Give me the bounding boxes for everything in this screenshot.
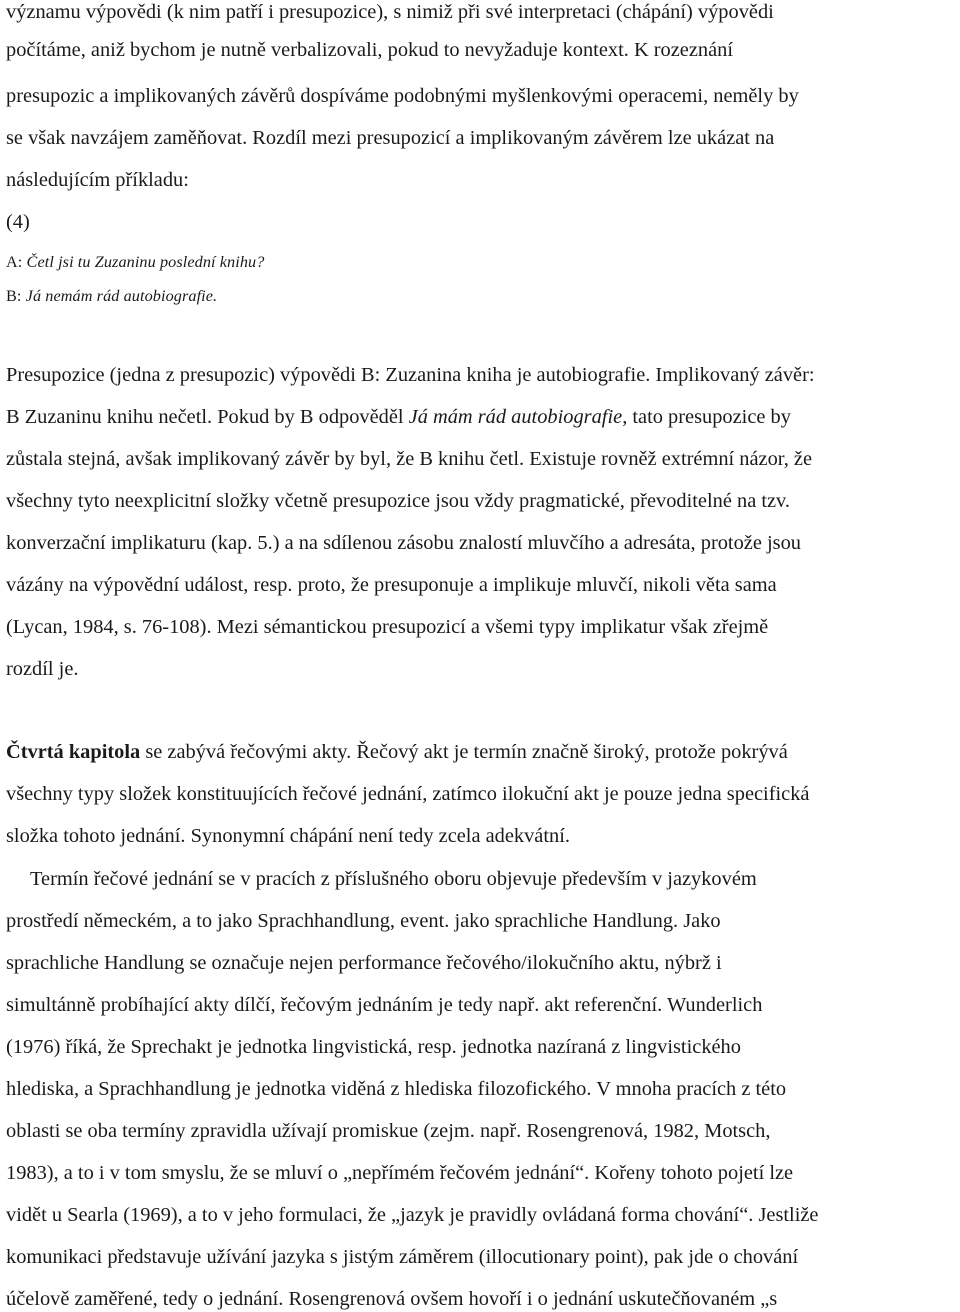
- paragraph-4-line: sprachliche Handlung se označuje nejen performance řečového/ilokučního aktu, nýbrž i: [6, 952, 722, 974]
- paragraph-2-text: , tato presupozice by: [622, 406, 791, 428]
- paragraph-2-line: zůstala stejná, avšak implikovaný závěr by byl, že B knihu četl. Existuje rovněž extrémní názor, že: [6, 448, 813, 470]
- paragraph-2-line: rozdíl je.: [6, 658, 79, 680]
- example-number: (4): [6, 211, 30, 233]
- paragraph-3-text: se zabývá řečovými akty. Řečový akt je termín značně široký, protože pokrývá: [140, 741, 788, 763]
- paragraph-4-line: účelově zaměřené, tedy o jednání. Rosengrenová ovšem hovoří i o jednání uskutečňovaném „s: [6, 1288, 778, 1310]
- paragraph-3-line: [6, 740, 788, 764]
- paragraph-4-line: oblasti se oba termíny zpravidla užívají promiskue (zejm. např. Rosengrenová, 1982, Motsch,: [6, 1120, 771, 1142]
- paragraph-2-line: Presupozice (jedna z presupozic) výpovědi B: Zuzanina kniha je autobiografie. Implikovaný závěr:: [6, 364, 815, 386]
- paragraph-4-line: (1976) říká, že Sprechakt je jednotka lingvistická, resp. jednotka nazíraná z lingvistického: [6, 1036, 741, 1058]
- speaker-a-utterance: Četl jsi tu Zuzaninu poslední knihu?: [26, 253, 265, 271]
- paragraph-2-italic: Já mám rád autobiografie: [408, 406, 623, 428]
- paragraph-4-line: simultánně probíhající akty dílčí, řečovým jednáním je tedy např. akt referenční. Wunderlich: [6, 994, 763, 1016]
- paragraph-4-line: prostředí německém, a to jako Sprachhandlung, event. jako sprachliche Handlung. Jako: [6, 910, 721, 932]
- paragraph-4-line: vidět u Searla (1969), a to v jeho formulaci, že „jazyk je pravidly ovládaná forma chování“. Jestliže: [6, 1204, 819, 1226]
- paragraph-4-line: 1983), a to i v tom smyslu, že se mluví o „nepřímém řečovém jednání“. Kořeny tohoto pojetí lze: [6, 1162, 794, 1184]
- chapter-reference: Čtvrtá kapitola: [6, 741, 141, 763]
- paragraph-1-line: následujícím příkladu:: [6, 169, 189, 191]
- speaker-a-label: A:: [6, 253, 23, 271]
- paragraph-3-line: složka tohoto jednání. Synonymní chápání není tedy zcela adekvátní.: [6, 825, 570, 847]
- paragraph-4-line: hlediska, a Sprachhandlung je jednotka viděná z hlediska filozofického. V mnoha pracích z této: [6, 1078, 787, 1100]
- paragraph-2-text: B Zuzaninu knihu nečetl. Pokud by B odpověděl: [6, 406, 409, 428]
- example-line-b: [6, 284, 217, 308]
- paragraph-3-line: všechny typy složek konstituujících řečové jednání, zatímco ilokuční akt je pouze jedna specifická: [6, 783, 810, 805]
- speaker-b-label: B:: [6, 287, 22, 305]
- paragraph-2-line: vázány na výpovědní událost, resp. proto, že presuponuje a implikuje mluvčí, nikoli věta sama: [6, 574, 777, 596]
- paragraph-2-line: konverzační implikaturu (kap. 5.) a na sdílenou zásobu znalostí mluvčího a adresáta, protože jsou: [6, 532, 801, 554]
- paragraph-2-line: [6, 405, 791, 429]
- paragraph-2-line: (Lycan, 1984, s. 76-108). Mezi sémantickou presupozicí a všemi typy implikatur však zřejmě: [6, 616, 769, 638]
- paragraph-4-line: Termín řečové jednání se v pracích z příslušného oboru objevuje především v jazykovém: [30, 868, 757, 890]
- speaker-b-utterance: Já nemám rád autobiografie.: [25, 287, 218, 305]
- example-line-a: [6, 250, 264, 274]
- paragraph-1-line: presupozic a implikovaných závěrů dospíváme podobnými myšlenkovými operacemi, neměly by: [6, 85, 799, 107]
- paragraph-1-line: významu výpovědi (k nim patří i presupozice), s nimiž při své interpretaci (chápání) výpovědi: [6, 1, 774, 23]
- paragraph-2-line: všechny tyto neexplicitní složky včetně presupozice jsou vždy pragmatické, převoditelné na tzv.: [6, 490, 791, 512]
- paragraph-1-line: se však navzájem zaměňovat. Rozdíl mezi presupozicí a implikovaným závěrem lze ukázat na: [6, 127, 775, 149]
- paragraph-1-line: počítáme, aniž bychom je nutně verbalizovali, pokud to nevyžaduje kontext. K rozeznání: [6, 39, 734, 61]
- paragraph-4-line: komunikaci představuje užívání jazyka s jistým záměrem (illocutionary point), pak jde o chování: [6, 1246, 799, 1268]
